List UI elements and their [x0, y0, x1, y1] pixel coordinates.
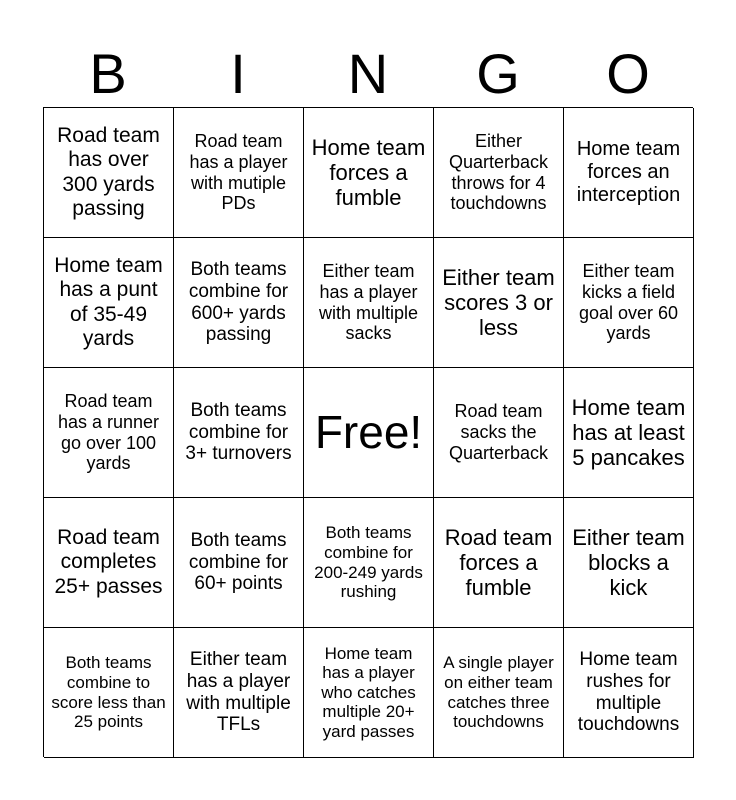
cell-text: Either team scores 3 or less	[442, 264, 555, 341]
bingo-cell-r1-c2[interactable]	[174, 108, 304, 238]
header-letter-o: O	[606, 42, 650, 105]
bingo-cell-r1-c5[interactable]	[564, 108, 694, 238]
cell-text: Either team has a player with multiple sacks	[318, 261, 419, 344]
bingo-cell-free[interactable]	[304, 368, 434, 498]
cell-text: Either team has a player with multiple TFLs	[186, 648, 291, 736]
cell-text: Either team blocks a kick	[572, 524, 685, 601]
bingo-cell-r1-c4[interactable]	[434, 108, 564, 238]
cell-text: Both teams combine to score less than 25 points	[51, 653, 166, 732]
cell-text: Both teams combine for 600+ yards passing	[188, 258, 289, 346]
cell-text: Both teams combine for 200-249 yards rushing	[314, 523, 423, 602]
cell-text: Road team has over 300 yards passing	[57, 124, 160, 220]
free-space-text: Free!	[314, 406, 423, 459]
bingo-cell-r5-c5[interactable]	[564, 628, 694, 758]
bingo-header	[43, 42, 693, 106]
bingo-cell-r5-c3[interactable]	[304, 628, 434, 758]
cell-text: Road team has a runner go over 100 yards	[57, 391, 160, 474]
bingo-cell-r1-c3[interactable]	[304, 108, 434, 238]
bingo-cell-r3-c2[interactable]	[174, 368, 304, 498]
bingo-cell-r1-c1[interactable]	[44, 108, 174, 238]
cell-text: Either Quarterback throws for 4 touchdowns	[448, 131, 549, 214]
bingo-cell-r4-c2[interactable]	[174, 498, 304, 628]
bingo-cell-r3-c5[interactable]	[564, 368, 694, 498]
bingo-cell-r2-c5[interactable]	[564, 238, 694, 368]
bingo-cell-r4-c3[interactable]	[304, 498, 434, 628]
bingo-cell-r4-c5[interactable]	[564, 498, 694, 628]
header-letter-i: I	[230, 42, 246, 105]
cell-text: Road team has a player with mutiple PDs	[189, 131, 288, 214]
header-letter-n: N	[347, 42, 389, 105]
cell-text: Home team has a player who catches multiple 20+ yard passes	[321, 643, 416, 741]
cell-text: A single player on either team catches three touchdowns	[443, 653, 554, 732]
bingo-cell-r2-c1[interactable]	[44, 238, 174, 368]
bingo-cell-r5-c2[interactable]	[174, 628, 304, 758]
cell-text: Road team completes 25+ passes	[54, 526, 163, 598]
header-letter-b: B	[89, 42, 127, 105]
bingo-cell-r4-c4[interactable]	[434, 498, 564, 628]
bingo-cell-r4-c1[interactable]	[44, 498, 174, 628]
cell-text: Home team forces a fumble	[311, 134, 426, 211]
cell-text: Home team has a punt of 35-49 yards	[54, 254, 163, 350]
cell-text: Both teams combine for 3+ turnovers	[185, 399, 292, 465]
cell-text: Home team has at least 5 pancakes	[571, 394, 686, 471]
cell-text: Road team sacks the Quarterback	[448, 401, 549, 463]
cell-text: Home team forces an interception	[576, 138, 681, 206]
bingo-cell-r3-c1[interactable]	[44, 368, 174, 498]
bingo-cell-r2-c4[interactable]	[434, 238, 564, 368]
bingo-cell-r3-c4[interactable]	[434, 368, 564, 498]
header-letter-g: G	[476, 42, 520, 105]
cell-text: Either team kicks a field goal over 60 yards	[578, 261, 679, 344]
bingo-cell-r2-c3[interactable]	[304, 238, 434, 368]
cell-text: Both teams combine for 60+ points	[188, 529, 289, 595]
bingo-cell-r5-c4[interactable]	[434, 628, 564, 758]
bingo-cell-r2-c2[interactable]	[174, 238, 304, 368]
bingo-board	[43, 107, 693, 757]
cell-text: Home team rushes for multiple touchdowns	[577, 648, 680, 736]
cell-text: Road team forces a fumble	[444, 524, 553, 601]
bingo-cell-r5-c1[interactable]	[44, 628, 174, 758]
